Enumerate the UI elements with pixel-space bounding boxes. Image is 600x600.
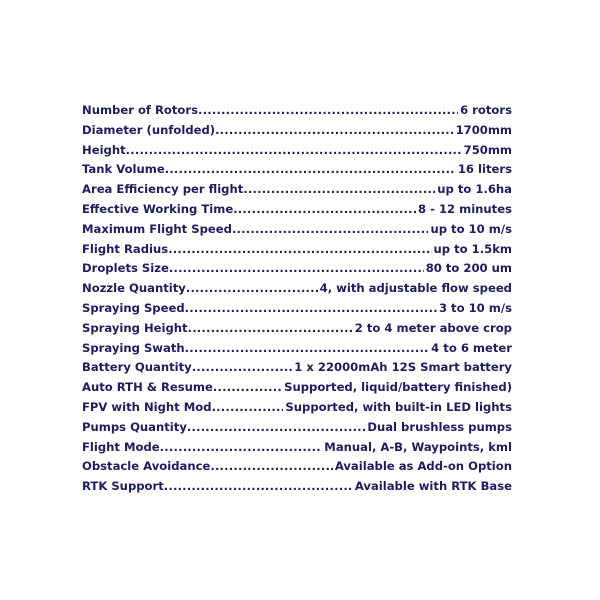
spec-label: Battery Quantity	[82, 360, 192, 375]
spec-value: 16 liters	[457, 162, 512, 177]
spec-row-max-flight-speed	[82, 220, 512, 240]
spec-label: Pumps Quantity	[82, 419, 187, 434]
spec-label: Height	[82, 142, 126, 157]
spec-value: up to 1.6ha	[437, 182, 512, 197]
spec-label: Flight Mode	[82, 439, 160, 454]
leader-dots	[126, 141, 462, 161]
spec-label: Nozzle Quantity	[82, 281, 186, 296]
leader-dots	[212, 398, 284, 418]
spec-label: RTK Support	[82, 479, 164, 494]
spec-value: 80 to 200 um	[425, 261, 512, 276]
spec-row-auto-rth	[82, 378, 512, 398]
spec-value: up to 1.5km	[433, 241, 512, 256]
spec-row-flight-mode	[82, 438, 512, 458]
leader-dots	[210, 457, 332, 477]
leader-dots	[187, 418, 365, 438]
leader-dots	[185, 339, 430, 359]
spec-row-number-of-rotors	[82, 101, 512, 121]
spec-label: Area Efficiency per flight	[82, 182, 244, 197]
spec-label: Spraying Speed	[82, 300, 185, 315]
spec-list	[82, 101, 512, 497]
spec-value: Manual, A-B, Waypoints, kml	[324, 439, 512, 454]
leader-dots	[233, 200, 416, 220]
spec-label: Obstacle Avoidance	[82, 459, 211, 474]
leader-dots	[213, 378, 282, 398]
spec-value: Supported, with built-in LED lights	[285, 399, 512, 414]
spec-row-spraying-speed	[82, 299, 512, 319]
spec-value: Supported, liquid/battery finished)	[284, 380, 512, 395]
leader-dots	[186, 279, 318, 299]
spec-value: Available with RTK Base	[354, 479, 512, 494]
spec-label: Spraying Swath	[82, 340, 185, 355]
spec-value: 1700mm	[455, 122, 512, 137]
spec-value: Dual brushless pumps	[367, 419, 512, 434]
spec-value: 6 rotors	[460, 103, 512, 117]
leader-dots	[185, 299, 437, 319]
leader-dots	[198, 101, 458, 121]
spec-row-area-efficiency	[82, 180, 512, 200]
spec-label: Tank Volume	[82, 162, 165, 177]
spec-value: 3 to 10 m/s	[438, 300, 512, 315]
spec-row-spraying-swath	[82, 339, 512, 359]
spec-label: Diameter (unfolded)	[82, 122, 216, 137]
spec-label: FPV with Night Mod	[82, 399, 212, 414]
spec-row-working-time	[82, 200, 512, 220]
spec-value: up to 10 m/s	[430, 221, 512, 236]
leader-dots	[168, 240, 431, 260]
leader-dots	[188, 319, 353, 339]
spec-label: Number of Rotors	[82, 103, 199, 117]
leader-dots	[164, 477, 353, 497]
leader-dots	[160, 438, 323, 458]
leader-dots	[215, 121, 453, 141]
leader-dots	[232, 220, 429, 240]
spec-row-battery-quantity	[82, 358, 512, 378]
spec-row-spraying-height	[82, 319, 512, 339]
spec-label: Flight Radius	[82, 241, 169, 256]
spec-row-rtk-support	[82, 477, 512, 497]
leader-dots	[165, 160, 456, 180]
spec-row-flight-radius	[82, 240, 512, 260]
spec-row-pumps-quantity	[82, 418, 512, 438]
spec-label: Spraying Height	[82, 320, 188, 335]
spec-row-height	[82, 141, 512, 161]
spec-row-diameter	[82, 121, 512, 141]
spec-label: Effective Working Time	[82, 201, 234, 216]
spec-label: Droplets Size	[82, 261, 169, 276]
spec-value: 4 to 6 meter	[431, 340, 512, 355]
spec-row-nozzle-quantity	[82, 279, 512, 299]
spec-row-obstacle-avoidance	[82, 457, 512, 477]
spec-value: 4, with adjustable flow speed	[319, 281, 512, 296]
spec-row-tank-volume	[82, 160, 512, 180]
leader-dots	[192, 358, 293, 378]
spec-value: 2 to 4 meter above crop	[354, 320, 512, 335]
spec-label: Maximum Flight Speed	[82, 221, 232, 236]
spec-value: Available as Add-on Option	[334, 459, 512, 474]
spec-row-droplets-size	[82, 259, 512, 279]
leader-dots	[169, 259, 424, 279]
spec-value: 750mm	[463, 142, 512, 157]
spec-value: 1 x 22000mAh 12S Smart battery	[294, 360, 512, 375]
leader-dots	[243, 180, 435, 200]
spec-label: Auto RTH & Resume	[82, 380, 213, 395]
spec-value: 8 - 12 minutes	[418, 201, 512, 216]
spec-row-fpv-night-mode	[82, 398, 512, 418]
